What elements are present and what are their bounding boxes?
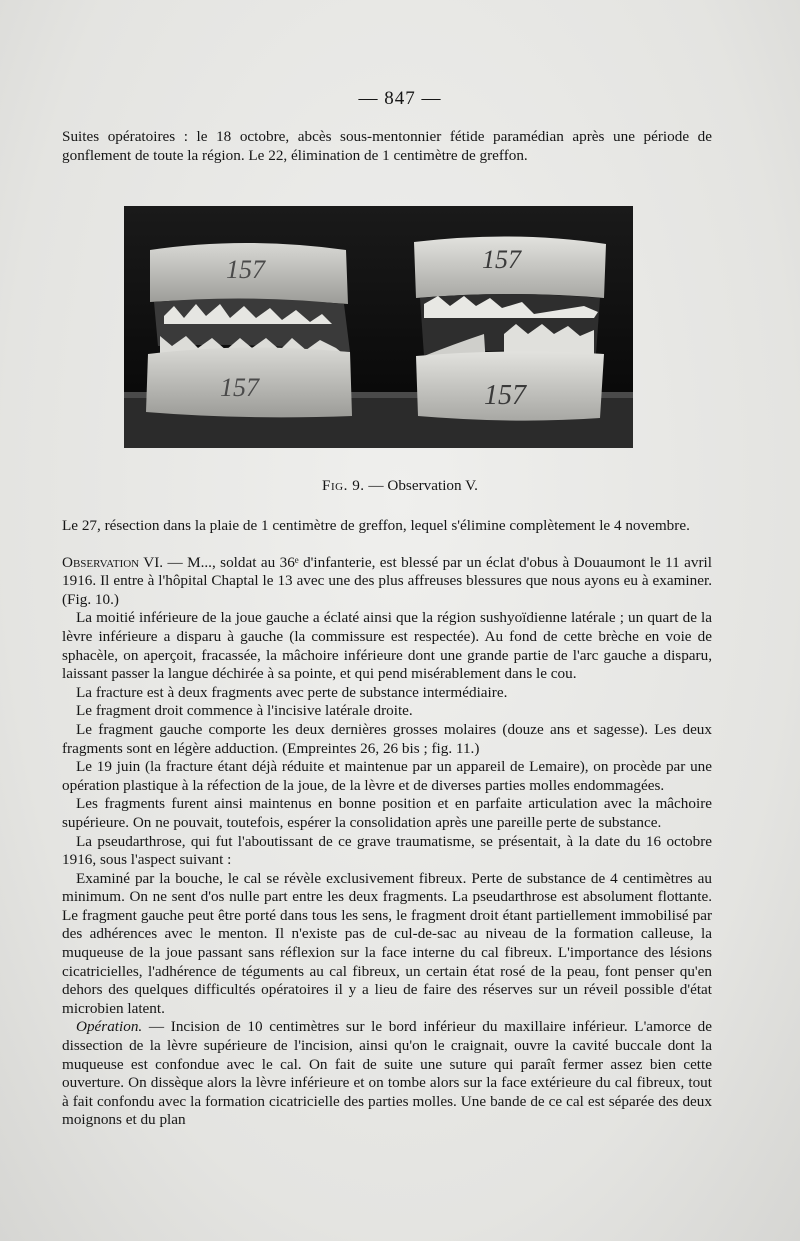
paragraph-resection: Le 27, résection dans la plaie de 1 centimètre de greffon, lequel s'élimine complètement le 4 novembre. bbox=[62, 517, 690, 534]
right-cast-lower-label: 157 bbox=[484, 380, 526, 411]
page-number: — 847 — bbox=[358, 88, 442, 109]
body-text bbox=[62, 517, 712, 1130]
paragraph-operation bbox=[62, 1018, 712, 1130]
figure-caption-text: — Observation V. bbox=[368, 477, 478, 494]
paragraph-joue: La moitié inférieure de la joue gauche a éclaté ainsi que la région sushyoïdienne latérale ; un quart de la lèvre inférieure a disparu à gauche (la commissure est respectée). Au fond de cette brèche en voie de sphacèle, on aperçoit, fracassée, la mâchoire inférieure dont une grande partie de l'arc gauche a disparu, laissant passer la langue déchirée à sa pointe, et qui pend misérablement dans le cou. bbox=[62, 609, 712, 683]
paragraph-examine: Examiné par la bouche, le cal se révèle exclusivement fibreux. Perte de substance de 4 centimètres au minimum. On ne sent d'os nulle part entre les deux fragments. La pseudarthrose est absolument flottante. Le fragment gauche peut être porté dans tous les sens, le fragment droit étant partiellement immobilisé par des adhérences avec le menton. Il n'existe pas de cul-de-sac au niveau de la formation calleuse, la muqueuse de la joue passant sans réflexion sur la face interne du cal fibreux. L'importance des lésions cicatricielles, l'adhérence de téguments au cal fibreux, un certain état rosé de la peau, font penser qu'en dehors des quelques difficultés opératoires il y a lieu de faire des réserves sur un réveil possible d'état microbien latent. bbox=[62, 869, 712, 1017]
observation-text: — M..., soldat au 36ᵉ d'infanterie, est blessé par un éclat d'obus à Douaumont le 11 avril 1916. Il entre à l'hôpital Chaptal le 13 avec une des plus affreuses blessures que nous ayons eu à examiner. (Fig. 10.) bbox=[62, 553, 712, 608]
paragraph-top bbox=[62, 128, 712, 165]
paragraph-observation-vi bbox=[62, 554, 712, 610]
paragraph-fragment-gauche: Le fragment gauche comporte les deux dernières grosses molaires (douze ans et sagesse). Les deux fragments sont en légère adduction. (Empreintes 26, 26 bis ; fig. 11.) bbox=[62, 720, 712, 757]
dental-casts-photo bbox=[124, 206, 633, 448]
paragraph-fragment-droit: Le fragment droit commence à l'incisive latérale droite. bbox=[76, 702, 413, 720]
operation-text: — Incision de 10 centimètres sur le bord inférieur du maxillaire inférieur. L'amorce de dissection de la lèvre supérieure de l'incision, ainsi qu'on le craignait, ouvre la cavité buccale dont la muqueuse est confondue avec le cal. On fait de suite une suture qui paraît fermer assez bien cette ouverture. On dissèque alors la lèvre inférieure et on tombe alors sur la face extérieure du cal fibreux, tout à fait confondu avec la formation cicatricielle des parties molles. Une bande de ce cal est séparée des deux moignons et du plan bbox=[62, 1018, 713, 1129]
figure-caption bbox=[0, 477, 800, 495]
operation-label: Opération. bbox=[76, 1018, 143, 1036]
paragraph-19-juin: Le 19 juin (la fracture étant déjà réduite et maintenue par un appareil de Lemaire), on procède par une opération plastique à la réfection de la joue, de la lèvre et de diverses parties molles endommagées. bbox=[62, 758, 712, 794]
paragraph-suites-operatoires: Suites opératoires : le 18 octobre, abcès sous-mentonnier fétide paramédian après une période de gonflement de toute la région. Le 22, élimination de 1 centimètre de greffon. bbox=[62, 128, 712, 164]
paragraph-fracture: La fracture est à deux fragments avec perte de substance intermédiaire. bbox=[76, 683, 508, 701]
figure-dental-casts bbox=[124, 206, 633, 448]
observation-label: Observation VI. bbox=[62, 553, 164, 571]
figure-caption-label: Fig. 9. bbox=[322, 477, 365, 494]
left-cast-upper-label: 157 bbox=[226, 255, 265, 284]
paragraph-fragments-maintenus: Les fragments furent ainsi maintenus en bonne position et en parfaite articulation avec la mâchoire supérieure. On ne pouvait, toutefois, espérer la consolidation après une pareille perte de substance. bbox=[62, 795, 712, 831]
right-cast-upper-label: 157 bbox=[482, 245, 521, 274]
left-cast-lower-label: 157 bbox=[220, 373, 259, 402]
paragraph-pseudarthrose: La pseudarthrose, qui fut l'aboutissant de ce grave traumatisme, se présentait, à la date du 16 octobre 1916, sous l'aspect suivant : bbox=[62, 832, 712, 869]
